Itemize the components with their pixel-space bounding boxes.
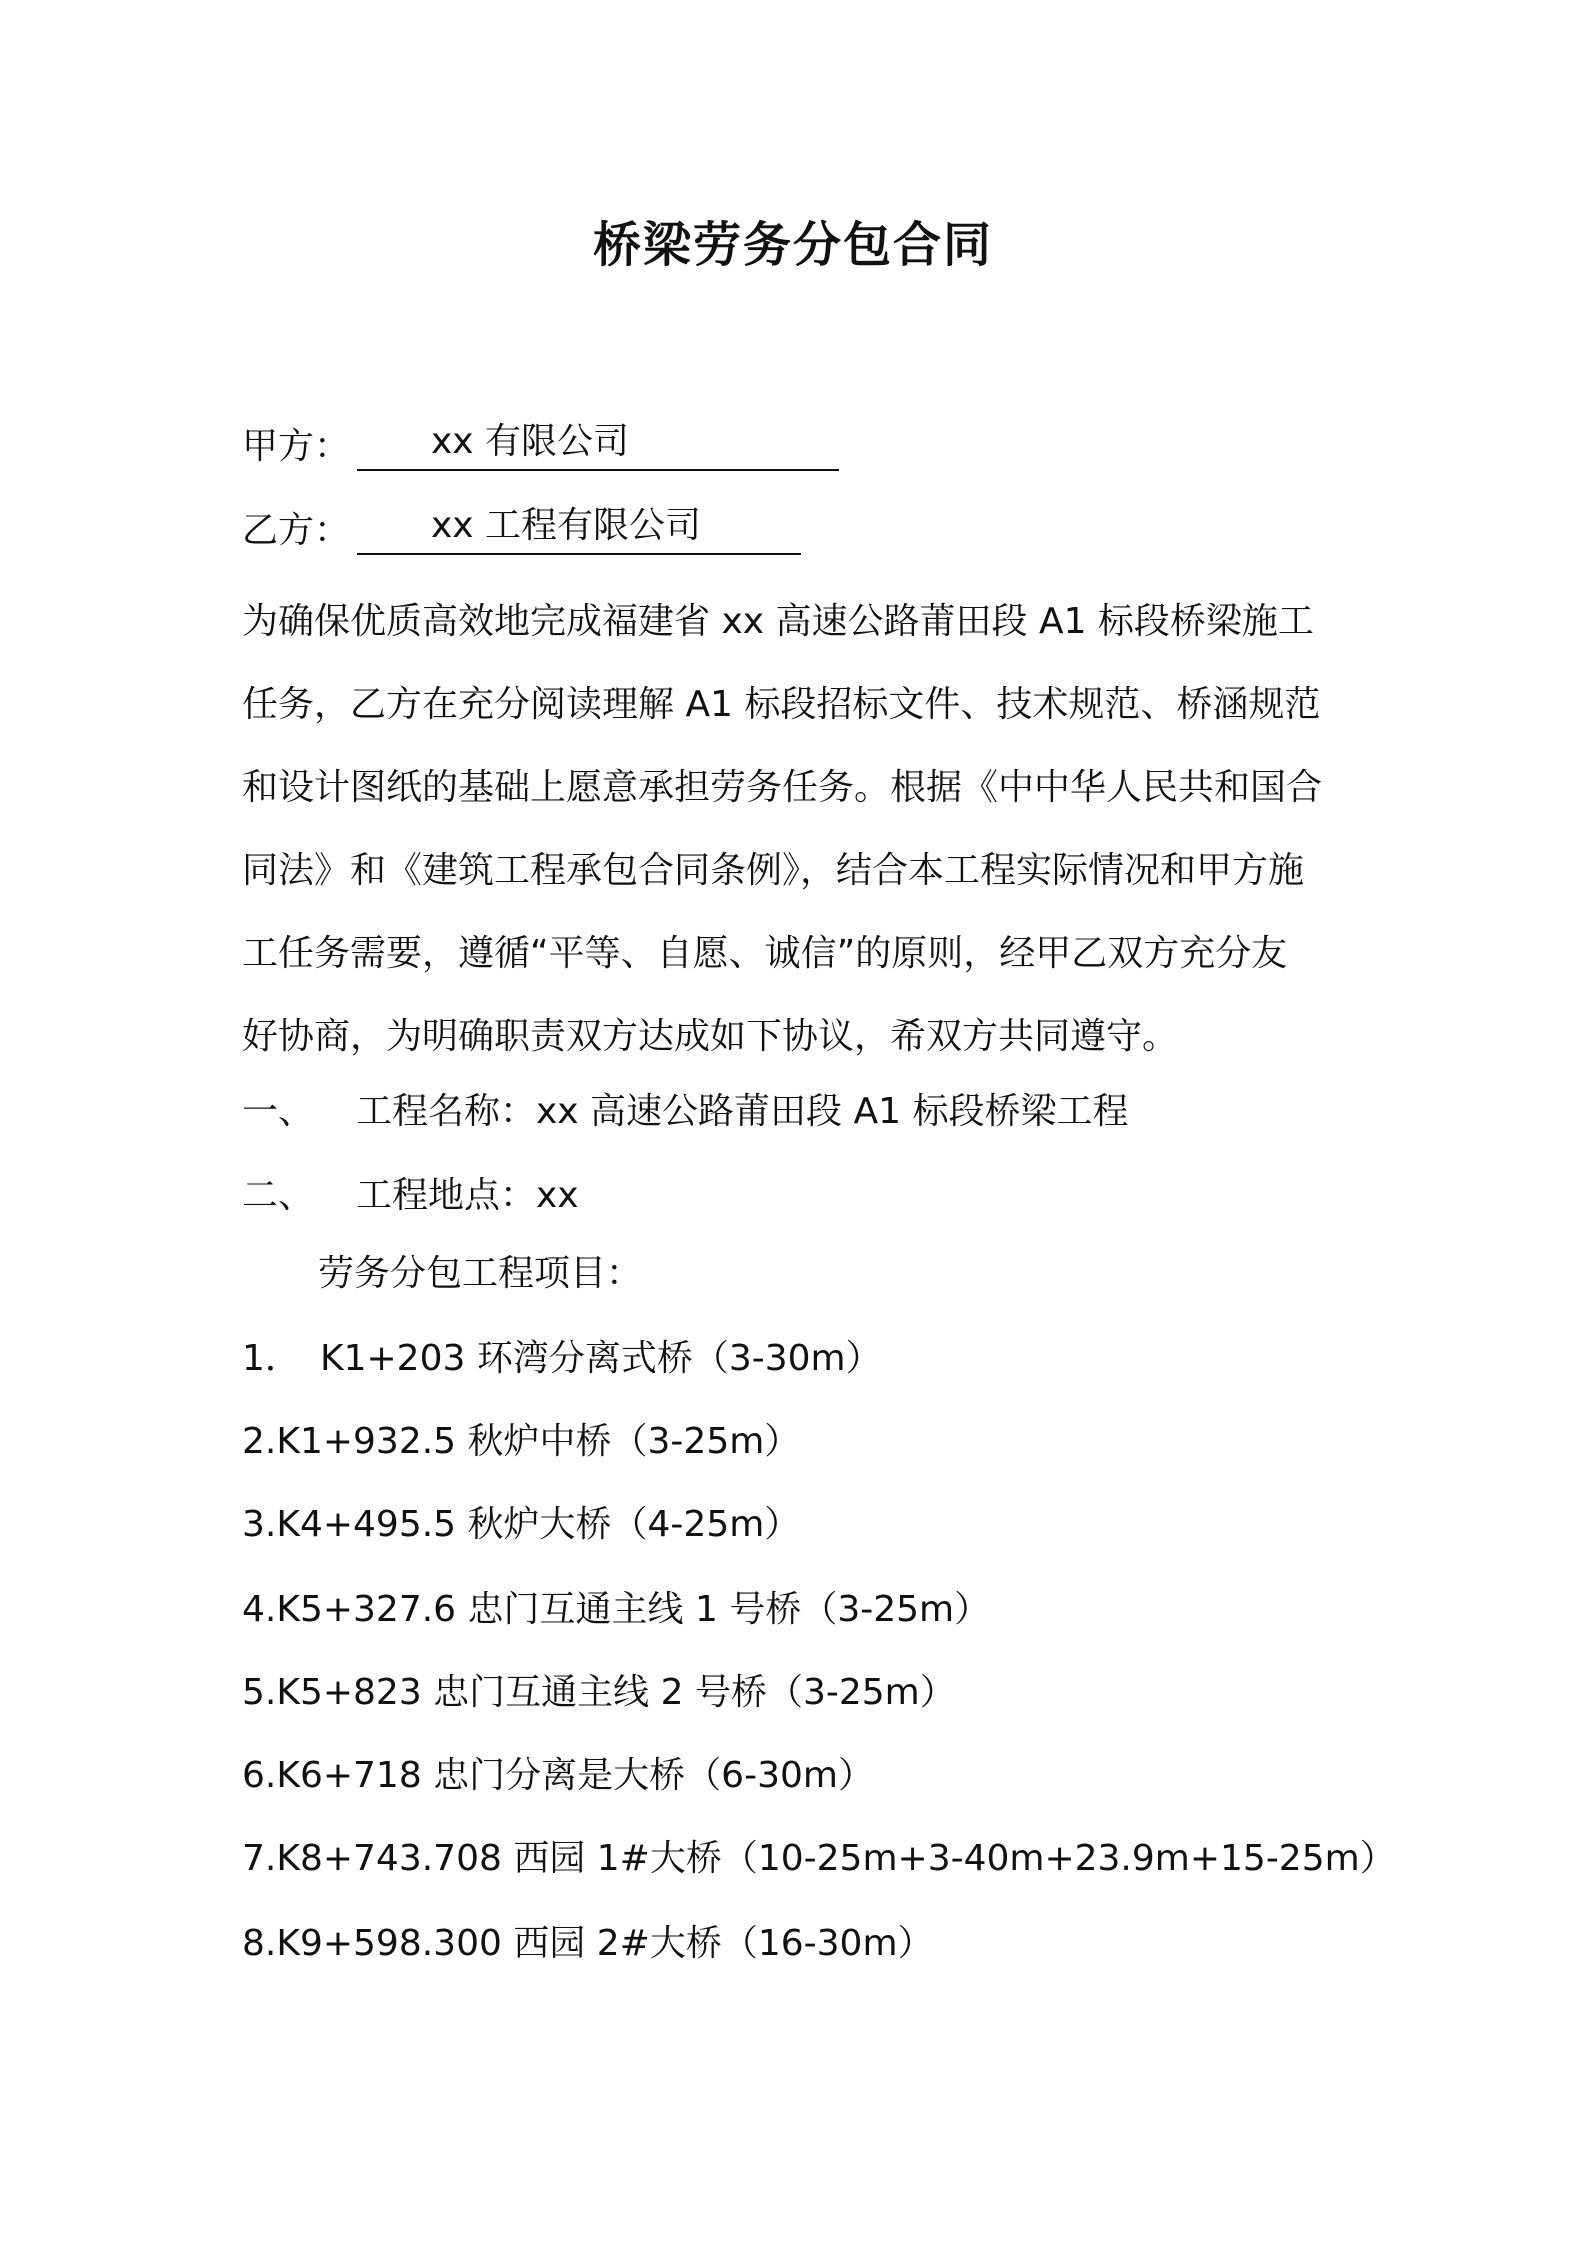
intro-line: 工任务需要，遵循“平等、自愿、诚信”的原则，经甲乙双方充分友 — [242, 933, 1288, 974]
intro-line: 任务，乙方在充分阅读理解 A1 标段招标文件、技术规范、桥涵规范 — [242, 684, 1321, 725]
clause-text: 工程名称：xx 高速公路莆田段 A1 标段桥梁工程 — [356, 1091, 1129, 1132]
list-item: 2.K1+932.5 秋炉中桥（3-25m） — [242, 1421, 801, 1462]
clause-project-name — [242, 1088, 1128, 1136]
intro-paragraph — [242, 580, 1322, 1078]
party-b — [242, 502, 801, 555]
party-a-label: 甲方： — [242, 426, 351, 467]
party-a — [242, 418, 839, 471]
list-item-text: K1+203 环湾分离式桥（3-30m） — [320, 1338, 882, 1379]
list-item: 6.K6+718 忠门分离是大桥（6-30m） — [242, 1755, 874, 1796]
list-item: 3.K4+495.5 秋炉大桥（4-25m） — [242, 1504, 801, 1545]
party-a-value: xx 有限公司 — [357, 418, 839, 471]
clause-project-location — [242, 1172, 579, 1220]
intro-line: 为确保优质高效地完成福建省 xx 高速公路莆田段 A1 标段桥梁施工 — [242, 601, 1314, 642]
list-item: 7.K8+743.708 西园 1#大桥（10-25m+3-40m+23.9m+15-25m） — [242, 1838, 1396, 1879]
subcontract-items-heading: 劳务分包工程项目： — [318, 1253, 643, 1294]
clause-text: 工程地点：xx — [356, 1175, 579, 1216]
list-item: 5.K5+823 忠门互通主线 2 号桥（3-25m） — [242, 1672, 956, 1713]
document-title: 桥梁劳务分包合同 — [592, 217, 993, 273]
list-item — [242, 1335, 882, 1383]
clause-number: 二、 — [242, 1175, 315, 1216]
list-item: 8.K9+598.300 西园 2#大桥（16-30m） — [242, 1923, 934, 1964]
intro-line: 好协商，为明确职责双方达成如下协议，希双方共同遵守。 — [242, 1016, 1179, 1057]
intro-line: 和设计图纸的基础上愿意承担劳务任务。根据《中中华人民共和国合 — [242, 767, 1323, 808]
party-b-value: xx 工程有限公司 — [357, 502, 801, 555]
list-item: 4.K5+327.6 忠门互通主线 1 号桥（3-25m） — [242, 1589, 991, 1630]
intro-line: 同法》和《建筑工程承包合同条例》，结合本工程实际情况和甲方施 — [242, 850, 1305, 891]
list-item-number: 1． — [242, 1338, 301, 1379]
party-b-label: 乙方： — [242, 510, 351, 551]
clause-number: 一、 — [242, 1091, 315, 1132]
